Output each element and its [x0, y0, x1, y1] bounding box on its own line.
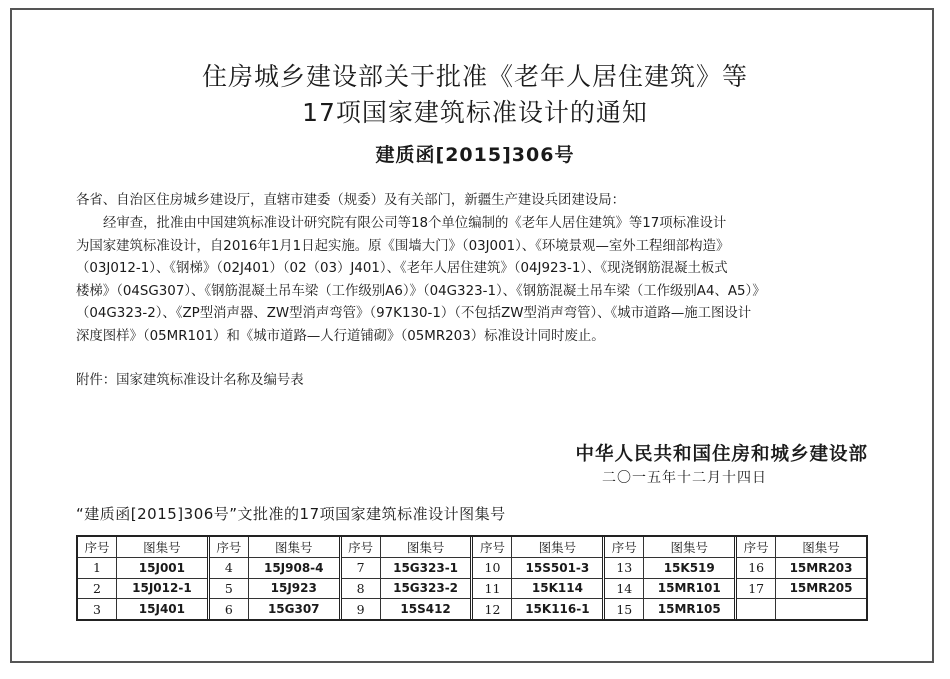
serial-number-cell: 13	[605, 558, 644, 578]
serial-number-cell: 6	[210, 599, 249, 619]
table-header-row	[210, 537, 339, 557]
serial-number-cell: 4	[210, 558, 249, 578]
serial-number-cell: 16	[737, 558, 776, 578]
table-row	[473, 557, 602, 578]
serial-number-cell: 7	[342, 558, 381, 578]
atlas-number-cell: 15MR101	[657, 581, 721, 596]
serial-number-cell: 11	[473, 579, 512, 599]
table-header-row	[473, 537, 602, 557]
atlas-number-cell: 15G323-1	[393, 560, 459, 575]
paragraph-line: 深度图样》（05MR101）和《城市道路—人行道铺砌》（05MR203）标准设计同时废止。	[76, 328, 605, 344]
table-row	[473, 578, 602, 599]
title-line-2: 17项国家建筑标准设计的通知	[302, 98, 648, 127]
table-row	[342, 557, 471, 578]
header-atlas-number: 图集号	[143, 539, 181, 555]
header-serial-number: 序号	[210, 537, 249, 557]
serial-number-cell: 9	[342, 599, 381, 619]
serial-number-cell: 5	[210, 579, 249, 599]
title-line-1: 住房城乡建设部关于批准《老年人居住建筑》等	[201, 62, 748, 91]
table-row	[342, 598, 471, 619]
table-header-row	[78, 537, 207, 557]
table-column-group	[602, 537, 734, 619]
table-row	[210, 557, 339, 578]
serial-number-cell: 10	[473, 558, 512, 578]
serial-number-cell: 2	[78, 579, 117, 599]
atlas-number-table	[76, 535, 868, 621]
table-row	[737, 557, 866, 578]
table-header-row	[342, 537, 471, 557]
atlas-number-cell: 15K519	[663, 560, 715, 575]
atlas-number-cell: 15J923	[270, 581, 317, 596]
atlas-number-cell: 15K116-1	[525, 602, 590, 617]
atlas-number-cell: 15G323-2	[393, 581, 459, 596]
atlas-number-cell: 15J012-1	[132, 581, 192, 596]
header-atlas-number: 图集号	[802, 539, 840, 555]
table-row	[342, 578, 471, 599]
serial-number-cell: 8	[342, 579, 381, 599]
table-row	[605, 598, 734, 619]
atlas-number-cell: 15S412	[400, 602, 451, 617]
serial-number-cell: 3	[78, 599, 117, 619]
addressee	[76, 190, 888, 213]
atlas-number-cell: 15MR205	[789, 581, 853, 596]
serial-number-cell: 17	[737, 579, 776, 599]
issue-date: 二〇一五年十二月十四日	[602, 470, 767, 486]
table-row	[605, 557, 734, 578]
atlas-number-cell: 15G307	[267, 602, 320, 617]
paragraph-line: 楼梯》（04SG307）、《钢筋混凝土吊车梁（工作级别A6）》（04G323-1）、《钢筋混凝土吊车梁（工作级别A4、A5）》	[76, 283, 766, 299]
table-row	[210, 578, 339, 599]
header-atlas-number: 图集号	[274, 539, 313, 555]
atlas-number-cell: 15K114	[531, 581, 583, 596]
table-header-row	[737, 537, 866, 557]
table-caption: “建质函[2015]306号”文批准的17项国家建筑标准设计图集号	[76, 505, 506, 523]
table-row	[78, 578, 207, 599]
atlas-number-cell: 15S501-3	[525, 560, 590, 575]
table-header-row	[605, 537, 734, 557]
paragraph-line: （04G323-2）、《ZP型消声器、ZW型消声弯管》（97K130-1）（不包括ZW型消声弯管）、《城市道路—施工图设计	[76, 306, 752, 321]
header-serial-number: 序号	[737, 537, 776, 557]
header-atlas-number: 图集号	[538, 539, 577, 555]
table-column-group	[207, 537, 339, 619]
document-number: 建质函[2015]306号	[375, 144, 575, 166]
header-atlas-number: 图集号	[670, 539, 708, 555]
table-row	[78, 598, 207, 619]
table-row	[210, 598, 339, 619]
header-serial-number: 序号	[342, 537, 381, 557]
serial-number-cell: 12	[473, 599, 512, 619]
attachment-text: 附件：国家建筑标准设计名称及编号表	[76, 373, 304, 388]
table-row	[605, 578, 734, 599]
serial-number-cell: 1	[78, 558, 117, 578]
atlas-number-cell: 15J401	[138, 602, 186, 617]
attachment-note	[76, 370, 888, 393]
table-column-group	[339, 537, 471, 619]
serial-number-cell: 14	[605, 579, 644, 599]
table-column-group	[734, 537, 866, 619]
atlas-number-cell	[776, 599, 866, 619]
atlas-number-cell: 15J908-4	[263, 560, 324, 575]
header-serial-number: 序号	[605, 537, 644, 557]
serial-number-cell	[737, 599, 776, 619]
issuer: 中华人民共和国住房和城乡建设部	[575, 444, 868, 465]
table-row	[78, 557, 207, 578]
atlas-number-cell: 15J001	[138, 560, 186, 575]
table-row	[737, 578, 866, 599]
paragraph-line: 为国家建筑标准设计，自2016年1月1日起实施。原《围墙大门》（03J001）、《环境景观—室外工程细部构造》	[76, 238, 730, 254]
addressee-text: 各省、自治区住房城乡建设厅，直辖市建委（规委）及有关部门，新疆生产建设兵团建设局：	[76, 193, 626, 208]
header-atlas-number: 图集号	[406, 539, 445, 555]
header-serial-number: 序号	[473, 537, 512, 557]
header-serial-number: 序号	[78, 537, 117, 557]
table-row	[473, 598, 602, 619]
table-row	[737, 598, 866, 619]
paragraph-line: 经审查，批准由中国建筑标准设计研究院有限公司等18个单位编制的《老年人居住建筑》等17项标准设计	[103, 216, 727, 231]
main-paragraph	[76, 213, 888, 348]
table-column-group	[78, 537, 207, 619]
serial-number-cell: 15	[605, 599, 644, 619]
paragraph-line: （03J012-1）、《钢梯》（02J401）（02（03）J401）、《老年人居住建筑》（04J923-1）、《现浇钢筋混凝土板式	[76, 261, 728, 276]
table-column-group	[470, 537, 602, 619]
atlas-number-cell: 15MR203	[789, 560, 853, 575]
atlas-number-cell: 15MR105	[657, 602, 721, 617]
